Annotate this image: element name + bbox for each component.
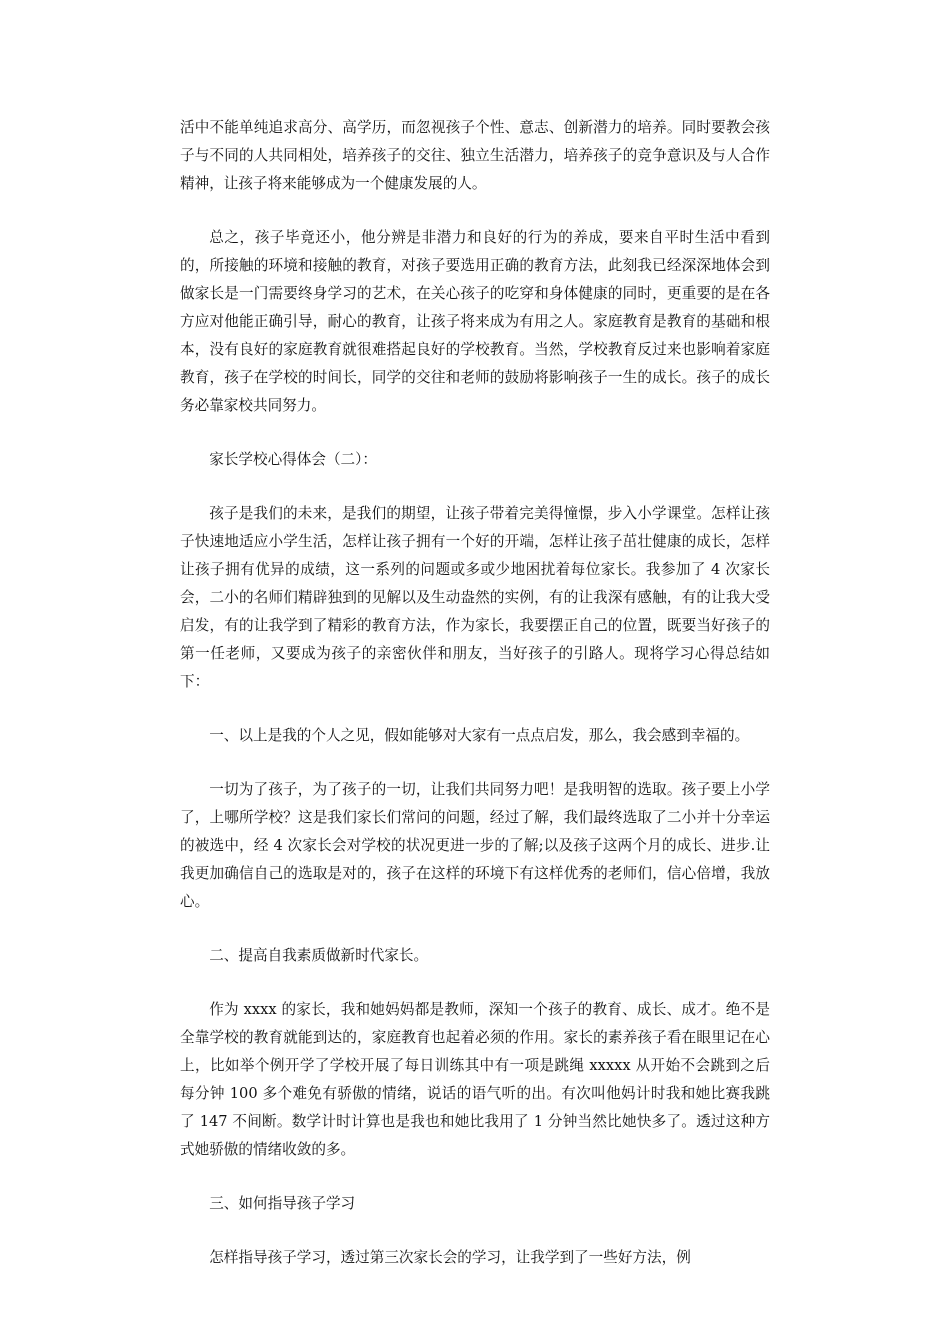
paragraph-parent-quality: 作为 xxxx 的家长，我和她妈妈都是教师，深知一个孩子的教育、成长、成才。绝不是全靠学校的教育就能到达的，家庭教育也起着必须的作用。家长的素养孩子看在眼里记在心上，比如举个例开学了学校开展了每日训练其中有一项是跳绳 xxxxx 从开始不会跳到之后每分钟 100 多个难免有骄傲的情绪，说话的语气听的出。有次叫他妈计时我和她比赛我跳了 147 不间断。数学计时计算也是我也和她比我用了 1 分钟当然比她快多了。透过这种方式她骄傲的情绪收敛的多。	[180, 1001, 770, 1158]
paragraph-guidance: 怎样指导孩子学习，透过第三次家长会的学习，让我学到了一些好方法，例	[209, 1249, 691, 1266]
paragraph-choice: 一切为了孩子，为了孩子的一切，让我们共同努力吧！是我明智的选取。孩子要上小学了，上哪所学校？这是我们家长们常问的问题，经过了解，我们最终选取了二小并十分幸运的被选中，经 4 次家长会对学校的状况更进一步的了解;以及孩子这两个月的成长、进步.让我更加确信自己的选取是对的，孩子在这样的环境下有这样优秀的老师们，信心倍增，我放心。	[180, 781, 770, 910]
paragraph-summary: 总之，孩子毕竟还小，他分辨是非潜力和良好的行为的养成，要来自平时生活中看到的，所接触的环境和接触的教育，对孩子要选用正确的教育方法，此刻我已经深深地体会到做家长是一门需要终身学习的艺术，在关心孩子的吃穿和身体健康的同时，更重要的是在各方应对他能正确引导，耐心的教育，让孩子将来成为有用之人。家庭教育是教育的基础和根本，没有良好的家庭教育就很难搭起良好的学校教育。当然，学校教育反过来也影响着家庭教育，孩子在学校的时间长，同学的交往和老师的鼓励将影响孩子一生的成长。孩子的成长务必靠家校共同努力。	[180, 229, 770, 414]
paragraph-point-one: 一、以上是我的个人之见，假如能够对大家有一点点启发，那么，我会感到幸福的。	[209, 727, 750, 744]
paragraph-intro: 孩子是我们的未来，是我们的期望，让孩子带着完美得憧憬，步入小学课堂。怎样让孩子快速地适应小学生活，怎样让孩子拥有一个好的开端，怎样让孩子茁壮健康的成长，怎样让孩子拥有优异的成绩，这一系列的问题或多或少地困扰着每位家长。我参加了 4 次家长会，二小的名师们精辟独到的见解以及生动盎然的实例，有的让我深有感触，有的让我大受启发，有的让我学到了精彩的教育方法，作为家长，我要摆正自己的位置，既要当好孩子的第一任老师，又要成为孩子的亲密伙伴和朋友，当好孩子的引路人。现将学习心得总结如下：	[180, 505, 770, 690]
section-heading-part-two: 家长学校心得体会（二）：	[209, 451, 378, 468]
document-page	[180, 114, 770, 1298]
paragraph-continued: 活中不能单纯追求高分、高学历，而忽视孩子个性、意志、创新潜力的培养。同时要教会孩子与不同的人共同相处，培养孩子的交往、独立生活潜力，培养孩子的竞争意识及与人合作精神，让孩子将来能够成为一个健康发展的人。	[180, 119, 770, 192]
section-heading-point-two: 二、提高自我素质做新时代家长。	[209, 947, 429, 964]
section-heading-point-three: 三、如何指导孩子学习	[209, 1195, 356, 1212]
